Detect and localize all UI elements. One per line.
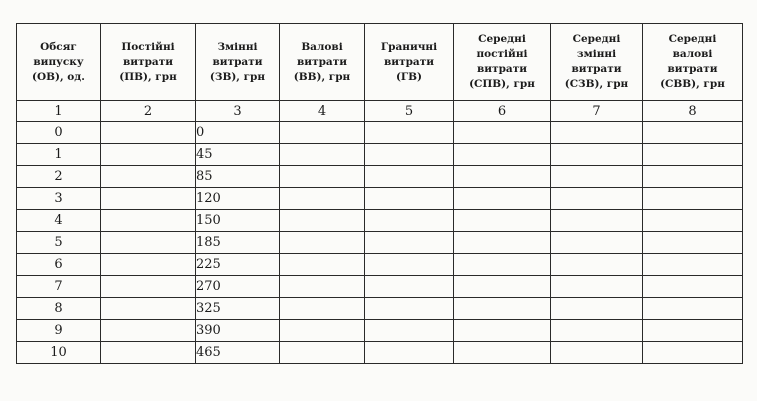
variable-costs-cell: 85 xyxy=(196,166,280,188)
empty-cell xyxy=(280,254,365,276)
empty-cell xyxy=(551,320,643,342)
empty-cell xyxy=(101,254,196,276)
empty-cell xyxy=(454,188,551,210)
empty-cell xyxy=(365,254,454,276)
empty-cell xyxy=(280,342,365,364)
empty-cell xyxy=(551,210,643,232)
empty-cell xyxy=(101,210,196,232)
column-number: 4 xyxy=(280,101,365,122)
empty-cell xyxy=(643,166,743,188)
empty-cell xyxy=(280,188,365,210)
empty-cell xyxy=(101,188,196,210)
empty-cell xyxy=(643,276,743,298)
header-marginal-costs: Граничні витрати (ГВ) xyxy=(365,24,454,101)
empty-cell xyxy=(101,122,196,144)
empty-cell xyxy=(643,144,743,166)
empty-cell xyxy=(101,320,196,342)
table-row xyxy=(17,298,743,320)
variable-costs-cell: 0 xyxy=(196,122,280,144)
header-fixed-costs: Постійні витрати (ПВ), грн xyxy=(101,24,196,101)
empty-cell xyxy=(365,276,454,298)
empty-cell xyxy=(280,320,365,342)
empty-cell xyxy=(365,188,454,210)
empty-cell xyxy=(454,254,551,276)
header-average-fixed-costs: Середні постійні витрати (СПВ), грн xyxy=(454,24,551,101)
output-cell: 1 xyxy=(17,144,101,166)
empty-cell xyxy=(365,342,454,364)
output-cell: 4 xyxy=(17,210,101,232)
variable-costs-cell: 150 xyxy=(196,210,280,232)
variable-costs-cell: 120 xyxy=(196,188,280,210)
table-row xyxy=(17,276,743,298)
empty-cell xyxy=(454,320,551,342)
empty-cell xyxy=(454,232,551,254)
table-row xyxy=(17,232,743,254)
empty-cell xyxy=(280,298,365,320)
empty-cell xyxy=(365,166,454,188)
output-cell: 3 xyxy=(17,188,101,210)
empty-cell xyxy=(551,276,643,298)
empty-cell xyxy=(365,122,454,144)
header-average-total-costs: Середні валові витрати (СВВ), грн xyxy=(643,24,743,101)
empty-cell xyxy=(454,122,551,144)
column-number: 1 xyxy=(17,101,101,122)
empty-cell xyxy=(365,144,454,166)
column-number: 3 xyxy=(196,101,280,122)
empty-cell xyxy=(101,144,196,166)
output-cell: 0 xyxy=(17,122,101,144)
variable-costs-cell: 325 xyxy=(196,298,280,320)
table-row xyxy=(17,342,743,364)
output-cell: 10 xyxy=(17,342,101,364)
empty-cell xyxy=(551,166,643,188)
output-cell: 5 xyxy=(17,232,101,254)
empty-cell xyxy=(454,166,551,188)
empty-cell xyxy=(643,298,743,320)
empty-cell xyxy=(365,232,454,254)
empty-cell xyxy=(280,144,365,166)
table-row xyxy=(17,144,743,166)
empty-cell xyxy=(551,122,643,144)
empty-cell xyxy=(643,122,743,144)
empty-cell xyxy=(454,144,551,166)
empty-cell xyxy=(101,276,196,298)
table-row xyxy=(17,320,743,342)
column-number: 8 xyxy=(643,101,743,122)
output-cell: 8 xyxy=(17,298,101,320)
empty-cell xyxy=(101,342,196,364)
cost-table xyxy=(16,23,743,364)
empty-cell xyxy=(101,298,196,320)
empty-cell xyxy=(280,232,365,254)
empty-cell xyxy=(365,210,454,232)
variable-costs-cell: 225 xyxy=(196,254,280,276)
header-variable-costs: Змінні витрати (ЗВ), грн xyxy=(196,24,280,101)
empty-cell xyxy=(280,166,365,188)
header-output: Обсяг випуску (ОВ), од. xyxy=(17,24,101,101)
column-number: 7 xyxy=(551,101,643,122)
variable-costs-cell: 270 xyxy=(196,276,280,298)
output-cell: 7 xyxy=(17,276,101,298)
empty-cell xyxy=(280,210,365,232)
table-row xyxy=(17,188,743,210)
empty-cell xyxy=(551,232,643,254)
empty-cell xyxy=(643,320,743,342)
empty-cell xyxy=(101,166,196,188)
empty-cell xyxy=(454,298,551,320)
empty-cell xyxy=(643,232,743,254)
column-number: 2 xyxy=(101,101,196,122)
empty-cell xyxy=(643,254,743,276)
empty-cell xyxy=(551,144,643,166)
empty-cell xyxy=(101,232,196,254)
empty-cell xyxy=(454,342,551,364)
empty-cell xyxy=(280,122,365,144)
variable-costs-cell: 45 xyxy=(196,144,280,166)
empty-cell xyxy=(365,298,454,320)
empty-cell xyxy=(551,188,643,210)
table-row xyxy=(17,122,743,144)
header-row xyxy=(17,24,743,101)
column-number-row xyxy=(17,101,743,122)
empty-cell xyxy=(454,210,551,232)
empty-cell xyxy=(280,276,365,298)
header-total-costs: Валові витрати (ВВ), грн xyxy=(280,24,365,101)
empty-cell xyxy=(365,320,454,342)
header-average-variable-costs: Середні змінні витрати (СЗВ), грн xyxy=(551,24,643,101)
empty-cell xyxy=(643,210,743,232)
cost-table-container xyxy=(16,23,743,364)
empty-cell xyxy=(643,188,743,210)
empty-cell xyxy=(454,276,551,298)
table-row xyxy=(17,210,743,232)
empty-cell xyxy=(643,342,743,364)
empty-cell xyxy=(551,298,643,320)
variable-costs-cell: 390 xyxy=(196,320,280,342)
output-cell: 6 xyxy=(17,254,101,276)
table-row xyxy=(17,166,743,188)
output-cell: 2 xyxy=(17,166,101,188)
variable-costs-cell: 465 xyxy=(196,342,280,364)
column-number: 5 xyxy=(365,101,454,122)
empty-cell xyxy=(551,342,643,364)
table-row xyxy=(17,254,743,276)
output-cell: 9 xyxy=(17,320,101,342)
empty-cell xyxy=(551,254,643,276)
variable-costs-cell: 185 xyxy=(196,232,280,254)
column-number: 6 xyxy=(454,101,551,122)
